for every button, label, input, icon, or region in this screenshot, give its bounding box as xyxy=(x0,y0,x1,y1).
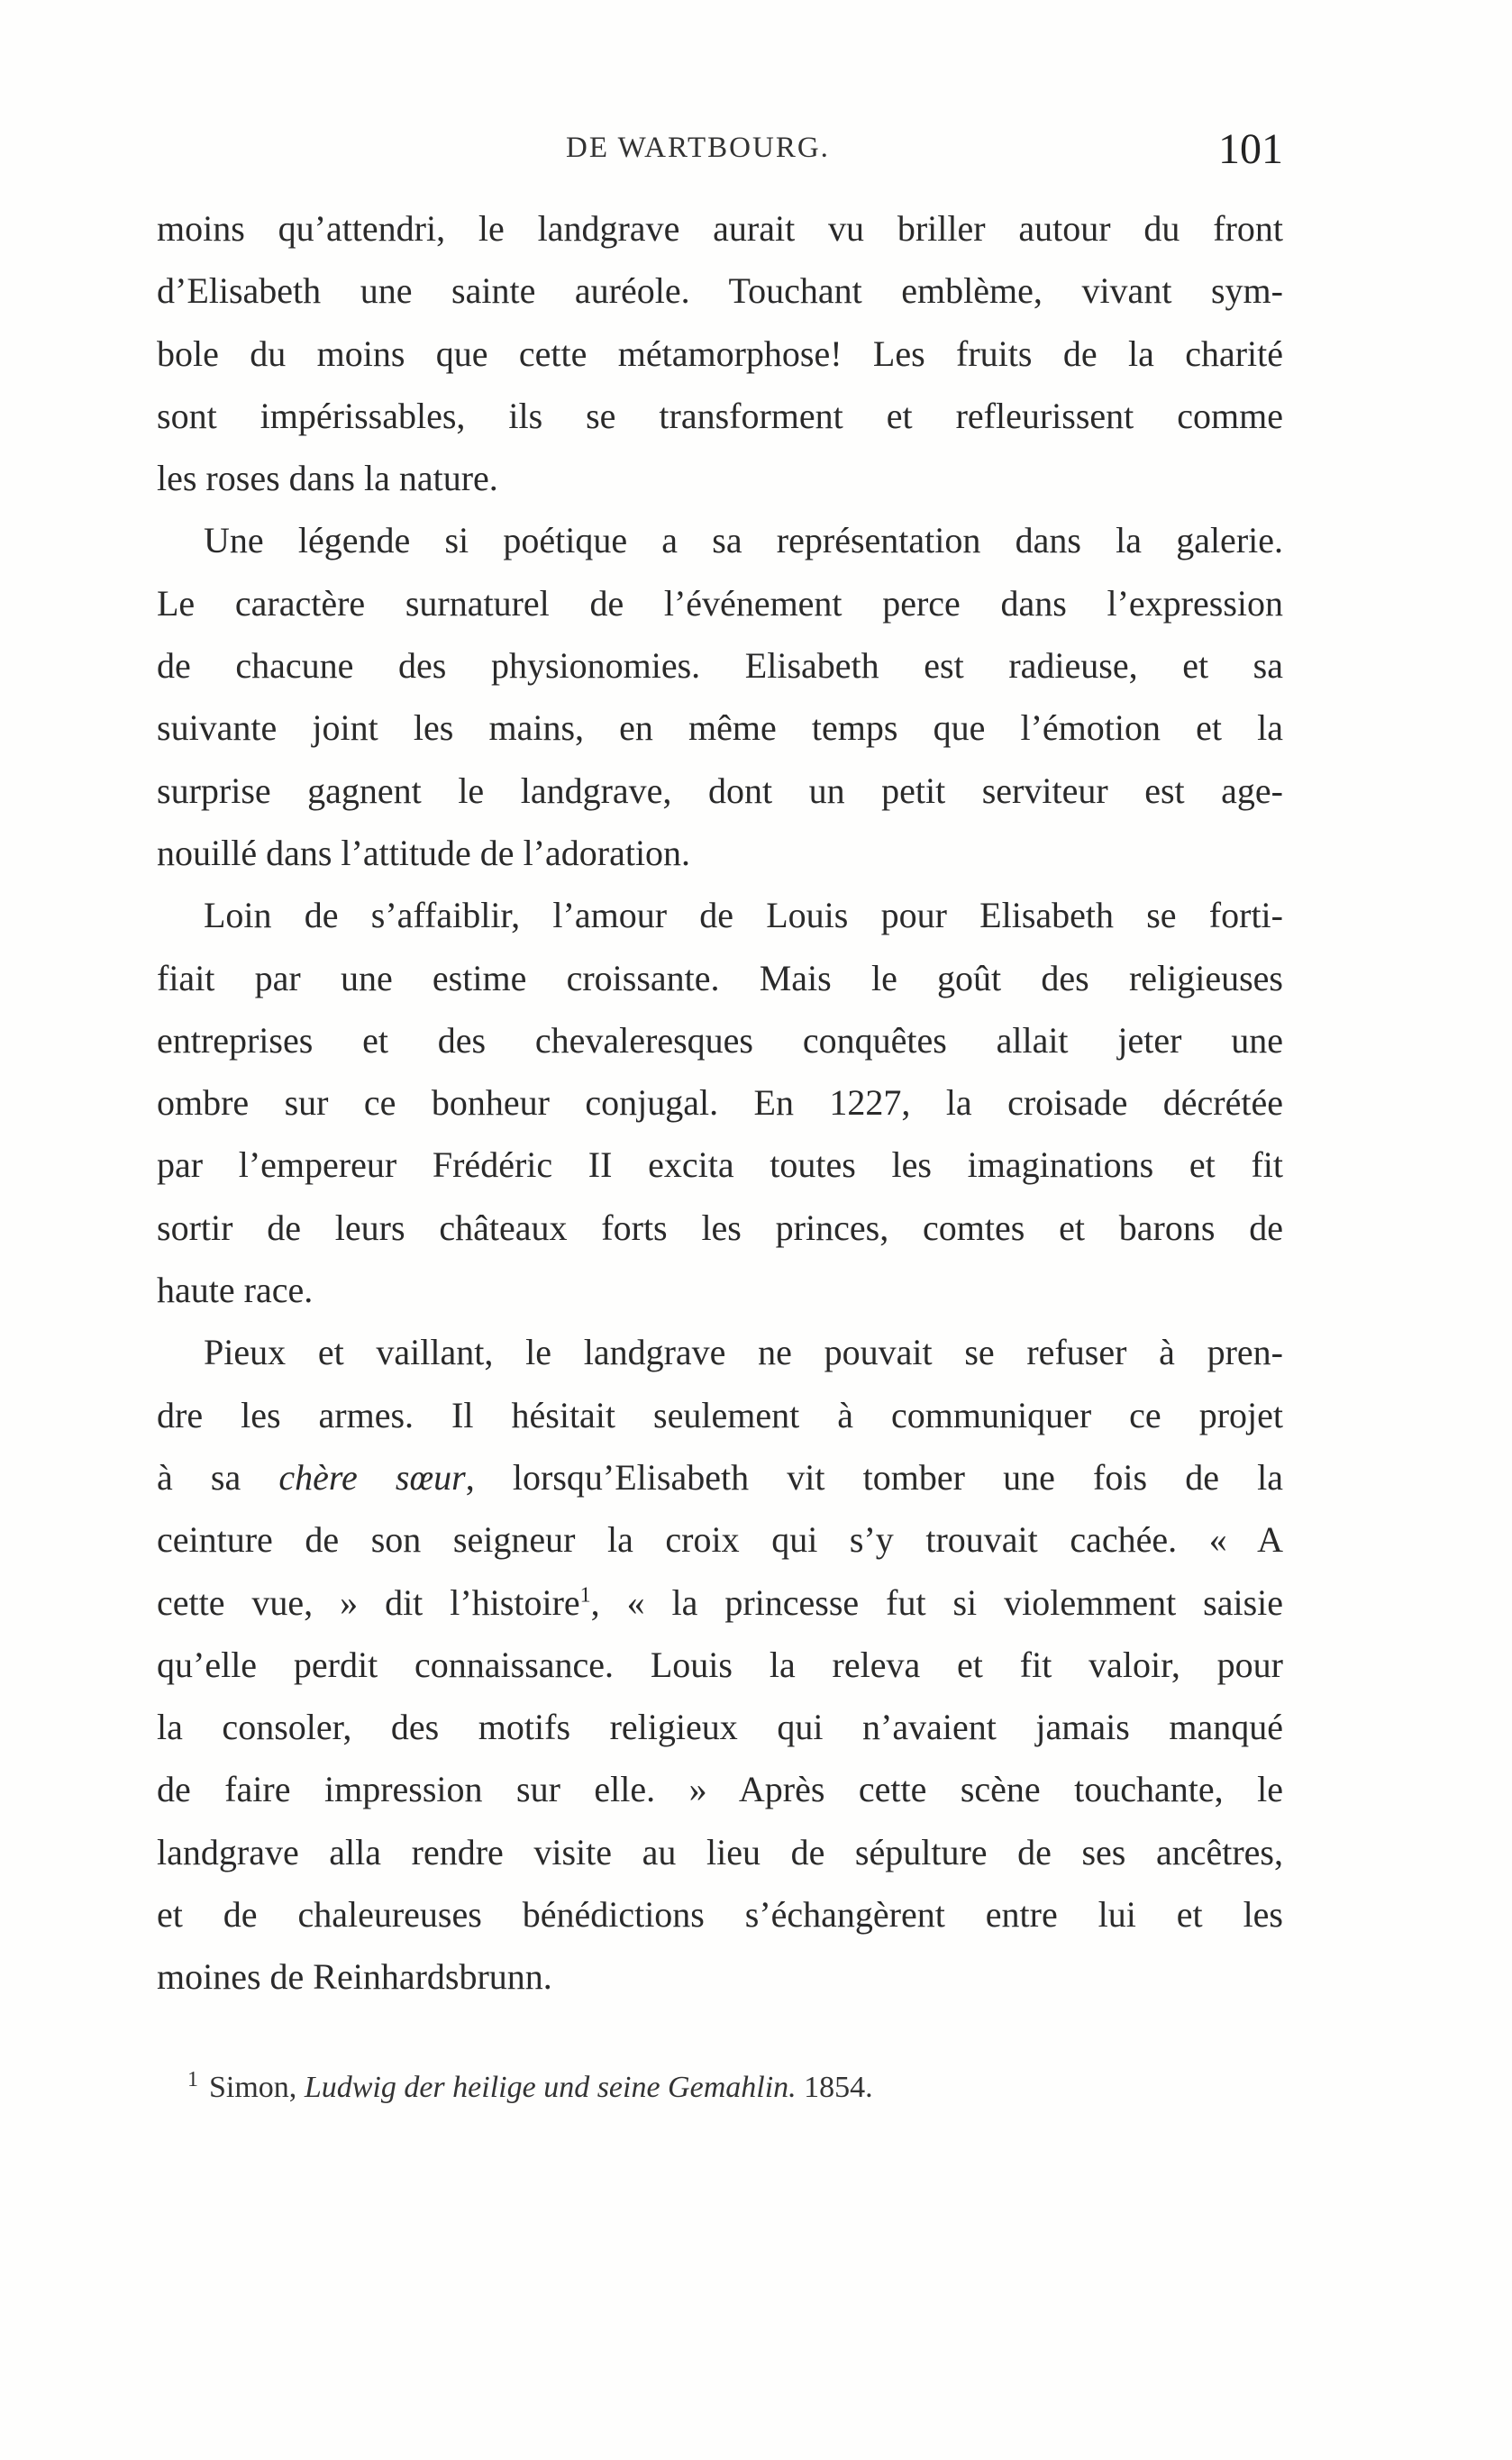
text-line: de chacune des physionomies. Elisabeth est radieuse, et sa xyxy=(157,645,1283,687)
text-run: à sa xyxy=(157,1456,279,1498)
text-line xyxy=(157,1572,1283,1634)
text-run: cette vue, » dit l’histoire xyxy=(157,1581,580,1623)
text-line: moines de Reinhardsbrunn. xyxy=(157,1956,552,1998)
text-line: les roses dans la nature. xyxy=(157,458,498,499)
text-line: haute race. xyxy=(157,1270,314,1311)
text-line: de faire impression sur elle. » Après cette scène touchante, le xyxy=(157,1769,1283,1810)
text-line: dre les armes. Il hésitait seulement à communiquer ce projet xyxy=(157,1394,1283,1435)
text-run: , lorsqu’Elisabeth vit tomber une fois de la xyxy=(465,1456,1284,1498)
page-number: 101 xyxy=(1218,125,1283,173)
text-line: qu’elle perdit connaissance. Louis la releva et fit valoir, pour xyxy=(157,1644,1283,1685)
text-line: landgrave alla rendre visite au lieu de sépulture de ses ancêtres, xyxy=(157,1831,1283,1872)
text-line: sont impérissables, ils se transforment et refleurissent comme xyxy=(157,395,1283,436)
text-line: et de chaleureuses bénédictions s’échangèrent entre lui et les xyxy=(157,1894,1283,1936)
text-line: Une légende si poétique a sa représentation dans la galerie. xyxy=(204,520,1283,561)
footnote-year: 1854. xyxy=(796,2071,873,2104)
text-line: bole du moins que cette métamorphose! Les fruits de la charité xyxy=(157,333,1283,374)
running-title: DE WARTBOURG. xyxy=(566,132,830,164)
footnote-mark: 1 xyxy=(187,2067,198,2091)
body-text xyxy=(157,197,1283,2009)
text-line: Pieux et vaillant, le landgrave ne pouvait se refuser à pren- xyxy=(204,1332,1283,1373)
text-line: surprise gagnent le landgrave, dont un petit serviteur est age- xyxy=(157,770,1283,811)
footnote-title: Ludwig der heilige und seine Gemahlin. xyxy=(304,2071,797,2104)
text-line: nouillé dans l’attitude de l’adoration. xyxy=(157,832,691,873)
text-line: suivante joint les mains, en même temps que l’émotion et la xyxy=(157,707,1283,749)
text-line xyxy=(157,1446,1283,1508)
italic-phrase: chère sœur xyxy=(278,1456,466,1498)
text-line: ceinture de son seigneur la croix qui s’y trouvait cachée. « A xyxy=(157,1519,1283,1561)
text-run: , « la princesse fut si violemment saisie xyxy=(590,1581,1283,1623)
text-line: Loin de s’affaiblir, l’amour de Louis pour Elisabeth se forti- xyxy=(204,895,1283,936)
text-line: par l’empereur Frédéric II excita toutes les imaginations et fit xyxy=(157,1144,1283,1186)
text-line: entreprises et des chevaleresques conquêtes allait jeter une xyxy=(157,1019,1283,1061)
footnote-reference: 1 xyxy=(579,1583,591,1608)
footnote xyxy=(187,2067,1179,2105)
text-line: d’Elisabeth une sainte auréole. Touchant emblème, vivant sym- xyxy=(157,270,1283,312)
text-line: Le caractère surnaturel de l’événement perce dans l’expression xyxy=(157,582,1283,624)
text-line: moins qu’attendri, le landgrave aurait vu briller autour du front xyxy=(157,208,1283,249)
running-head xyxy=(157,124,1283,178)
text-line: fiait par une estime croissante. Mais le goût des religieuses xyxy=(157,957,1283,998)
text-line: la consoler, des motifs religieux qui n’avaient jamais manqué xyxy=(157,1707,1283,1748)
text-line: sortir de leurs châteaux forts les princes, comtes et barons de xyxy=(157,1207,1283,1248)
footnote-author: Simon, xyxy=(209,2071,305,2104)
text-line: ombre sur ce bonheur conjugal. En 1227, la croisade décrétée xyxy=(157,1082,1283,1124)
